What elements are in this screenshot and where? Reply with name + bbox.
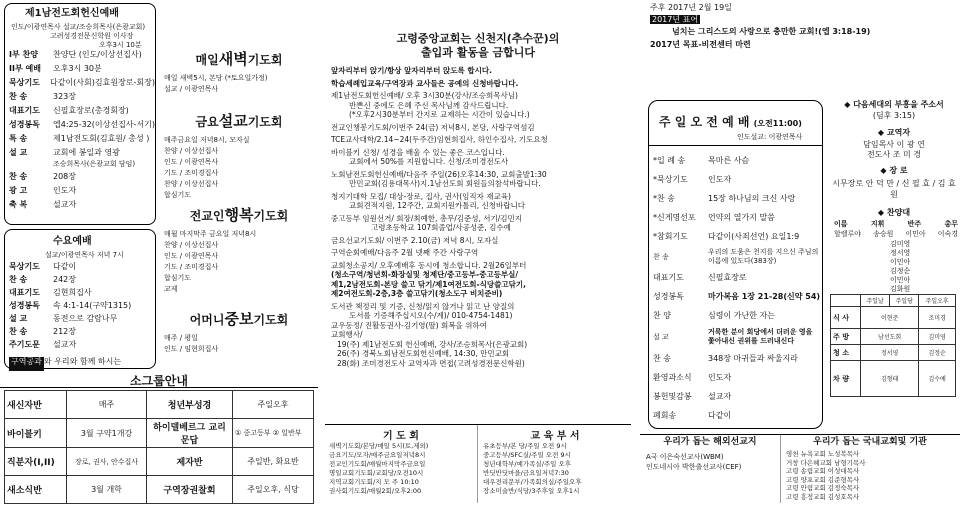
prayer-list: 새벽기도회/본당/매일 5시(토,제외) 금요기도/모자/매주금요일저녁8시 전교인기도회/매월마지막주금요일 명일교회기도회/교회당/오전10시 지역교회기도회/지 모 주 10:10 권사회기도회/매월2회/오후2:00 xyxy=(329,442,429,495)
announcement-item: 19(주) 제1남전도회 헌신예배, 강사/조승희목사(은광교회) xyxy=(337,339,528,349)
service1-title: 제1남전도회헌신예배 xyxy=(25,8,119,19)
prayer-group-3 xyxy=(164,204,314,295)
vision-title: ◆ 다음세대의 부흥을 주소서 xyxy=(844,100,944,109)
staff-list: 담임목사 이 광 연 전도사 조 미 경 xyxy=(863,140,925,159)
table-row: 청 소 정서영 김정순 xyxy=(831,345,956,361)
announcement-item: 만민교회(김용대목사)지.1남선도회 회원들의참석바랍니다. xyxy=(349,179,541,188)
announcement-item: 구역순회예배/다음주 2월 넷째 주간 사랑구역 xyxy=(331,248,479,257)
elders-list: 시무장로 안 덕 만 / 신 필 효 / 김 효 원 xyxy=(832,179,956,199)
order-row: *묵상기도 인도자 xyxy=(653,174,732,184)
right-panel xyxy=(640,0,960,505)
announcement-item: (청소구역/청년회-화장실및 청제단/중고등부-중고등부실/ xyxy=(331,270,519,279)
order-row: 찬 송 242장 xyxy=(9,275,76,284)
group-title: 어머니중보기도회 xyxy=(189,310,289,328)
order-row: 설 교 거룩한 분이 회당에서 더러운 영을 쫓아내신 권위를 드러내신다 xyxy=(653,328,813,345)
announcement-item: 학습세례입교육/구역장과 교사들은 공예의 신청바랍니다. xyxy=(331,78,519,88)
announcement-item: TCE교사대학/2.14~24(두주간)임현희집사, 하인수집사, 기도요청 xyxy=(331,135,548,144)
order-row: 설 교 교회에 봉일과 영광 xyxy=(9,148,120,157)
announcement-item: 노회남전도회헌신예배/다음주 주일(26)오후14:30, 교회출발1:30 xyxy=(331,169,547,179)
table-row: 차 량 김형태 김수예 xyxy=(831,361,956,397)
announcement-item: 제2여전도회-2층,3층 쓸고닦기(청소도구 비치준비) xyxy=(331,289,503,298)
prayer-group-4 xyxy=(164,308,314,355)
announcement-item: 교회견적지원, 12주간, 교회지원카톨리, 신청바랍니다 xyxy=(349,201,525,210)
announcement-item: 제1,2남전도회-본당 쓸고 닦기/제1여전도회-식당쓸고닦기, xyxy=(331,279,526,289)
service1-sub1: 인도/이광연목사 설교/조승희목사(은광교회) xyxy=(11,23,146,31)
service2-box xyxy=(4,229,156,369)
choir-head: 이름 지휘 반주 총무 xyxy=(834,220,958,228)
announcement-item: 앞자리부터 앉기/항상 앞자리부터 앉도록 합시다. xyxy=(331,66,492,75)
order-row: 봉헌및감봉 설교자 xyxy=(653,391,732,401)
table-row: 새소식반 3월 개학 구역장권찰회 주일오후, 식당 xyxy=(5,476,314,504)
divider xyxy=(477,425,478,503)
notice-title: 고령중앙교회는 신천지(추수꾼)의 출입과 활동을 금합니다 xyxy=(396,32,560,59)
choir-names: 할렐루야 송승원 이민아 이숙경 xyxy=(834,230,958,238)
announcement-item: 교회청소공지/ 오후예배후 동시에 청소합니다. 2월26일부터 xyxy=(331,260,527,270)
table-row: 직분자(I,II) 장로, 권사, 안수집사 제자반 주일반, 화요반 xyxy=(5,448,314,476)
group-title: 매일새벽기도회 xyxy=(195,50,283,68)
announcement-item: 교회행사/ xyxy=(331,330,363,339)
service1-time: 오후3시 10분 xyxy=(99,41,142,49)
service2-title: 수요예배 xyxy=(53,236,92,247)
order-row: 묵상기도 다같이 xyxy=(9,262,77,271)
announcement-item: 교우동정/ 진활동권사-김기영(딸) 회복을 위하여 xyxy=(331,320,487,330)
announcement-item: 도서관 책정리 및 기증, 신청/읽지 않거나 읽고 난 양질의 xyxy=(331,301,515,311)
diamond-icon: ◆ xyxy=(880,166,887,175)
service1-order xyxy=(9,50,155,214)
announcement-item: (*오후2시30분부터 간지로 교제하는 시간이 있습니다.) xyxy=(349,110,530,119)
motto-label: 2017년 표어 xyxy=(652,15,699,24)
order-row: 설 교 동전으로 감람나무 xyxy=(9,314,118,323)
order-row: *입 례 송 목마른 사슴 xyxy=(653,155,750,165)
announcement-item: 제1남전도회헌신예배/ 오후 3시30분(강사/조승희목사님) xyxy=(331,91,518,100)
order-row: 특 송 제1남전도회(김효원/ 총성 ) xyxy=(9,134,150,143)
divider xyxy=(640,434,960,435)
order-row: 찬 송 348장 마귀들과 싸울지라 xyxy=(653,353,798,363)
choir-title: ◆ 찬양대 xyxy=(877,208,911,217)
table-row: 바이블키 3월 구약1개강 하이델베르그 교리문답 ① 중고등부 ② 일반부 xyxy=(5,419,314,448)
order-row: 성경봉독 엡4:25-32(이상선집사-서기) xyxy=(9,120,155,129)
group-lines: 매주금요일 저녁8시, 모자실 찬양 / 이상선집사 인도 / 이광연목사 기도 / 조미경집사 찬양 / 이상선집사 합심기도 xyxy=(164,136,250,199)
diamond-icon: ◆ xyxy=(877,208,885,217)
service1-box xyxy=(4,3,156,225)
vision-verse: (딤후 3:15) xyxy=(872,111,916,120)
announcement-item: 바이블키 신청/ 성경을 배울 수 있는 좋은 코스입니다. xyxy=(331,147,505,157)
announcement-item: 전교인챙봉기도회/이번주 24(금) 저녁8시, 본당, 사랑구역섬김 xyxy=(331,122,535,132)
order-row: 축 복 설교자 xyxy=(9,200,77,209)
announcement-item: 금요선교기도회/ 이번주 2.10(금) 저녁 8시, 모자실 xyxy=(331,235,499,245)
announcement-item: 청지기대학 모집/ 대상-장로, 집사, 권사(임직자 재교육) xyxy=(331,191,511,201)
announcements xyxy=(331,66,629,368)
announcement-item: 26(주) 경북노회남전도회헌신예배, 14:30, 만민교회 xyxy=(337,349,510,358)
service2-order xyxy=(9,262,155,371)
middle-panel xyxy=(325,0,631,505)
worship-title: 주 일 오 전 예 배 (오전11:00) xyxy=(659,115,802,129)
order-row: 성경봉독 속 4:1-14(구약1315) xyxy=(9,301,132,310)
order-row: 찬 송 323장 xyxy=(9,92,76,101)
order-row: 대표기도 신필효장로(총경회장) xyxy=(9,106,129,115)
group-lines: 매일 새벽5시, 본당 (*토요일가정) 설교 / 이광연목사 xyxy=(164,74,268,93)
yearly-goal: 2017년 목표-비전센터 마련 xyxy=(650,40,751,49)
smallgroup-title: 소그룹안내 xyxy=(130,374,188,388)
order-row: I부 찬양 찬양단 (인도/이상선집사) xyxy=(9,50,142,59)
announcement-item: 고령초등학교 107회졸업/사공성준, 김수예 xyxy=(371,223,511,232)
order-row: 찬 송 212장 xyxy=(9,327,76,336)
worship-box xyxy=(648,100,823,429)
divider xyxy=(649,145,822,146)
group-title: 전교인행복기도회 xyxy=(189,206,289,224)
order-row: 조승희목사(은광교회 담임) xyxy=(53,160,136,168)
announcement-item: 반쁜신 중에도 은혜 주신 목사님께 감사드립니다. xyxy=(349,100,509,110)
order-row: 찬 송 우리의 도움은 천지를 지으신 주님의 이름에 있도다(383장) xyxy=(653,248,819,265)
worship-order xyxy=(653,151,821,425)
staff-title: ◆ 교역자 xyxy=(877,128,911,137)
order-row: *찬 송 15장 하나님의 크신 사랑 xyxy=(653,193,796,203)
order-row: 광 고 인도자 xyxy=(9,186,77,195)
edu-title: 교 육 부 서 xyxy=(530,431,580,442)
order-row: 찬 송 208장 xyxy=(9,172,76,181)
group-lines: 매주 / 평일 인도 / 임현희집사 xyxy=(164,334,219,353)
motto: 넘치는 그리스도의 사랑으로 충만한 교회!(엡 3:18-19) xyxy=(672,27,871,36)
order-row: 묵상기도 다같이(사회)김효원장로-회장) xyxy=(9,78,155,87)
group-title: 금요설교기도회 xyxy=(195,112,283,130)
order-row: II부 예배 오후3시 30분 xyxy=(9,64,102,73)
announcement-item: 중고등부 임원선거/ 회장/최예한, 총무/김준성, 서기/김민지 xyxy=(331,213,523,223)
order-row: 주기도문 설교자 xyxy=(9,340,77,349)
announcement-item: 교회에서 50%를 지원합니다. 신청/조미경전도사 xyxy=(349,157,509,166)
left-panel xyxy=(0,0,318,505)
worship-leader: 인도설교: 이광연목사 xyxy=(737,133,803,141)
order-row: *신게명선포 언약의 열가지 말씀 xyxy=(653,212,775,222)
order-row: 폐회송 다같이 xyxy=(653,410,732,420)
order-row: 환영과소식 인도자 xyxy=(653,372,732,382)
announcement-item: 도서를 기증해주십시오(수/계)/ 010-4754-1481) xyxy=(349,311,513,320)
duty-table xyxy=(830,294,956,397)
order-row: 대표기도 신필효장로 xyxy=(653,272,747,282)
service1-sub2: 고려성경전문신학원 이사장 xyxy=(50,32,134,40)
edu-list: 유초등부/본 당/주일 오전 9시 중고등부/SFC실/주일 오전 9시 청년대학부/예가족실/주일 오후 반딧반딧마을/금요일저녁7:30 대우전리문부/가족회의실/주일오후 장소미술반/식당/3주후일 오후1시 xyxy=(483,442,582,495)
diamond-icon: ◆ xyxy=(877,128,885,137)
table-row: 주 방 남선도회 김미영 xyxy=(831,329,956,345)
foreign-missions-title: 우리가 돕는 해외선교지 xyxy=(663,437,757,447)
table-row: 식 사 이현준 조미경 xyxy=(831,307,956,329)
choir-more: 김미영 정서영 이민아 김정순 이민아 김화원 xyxy=(890,240,911,293)
prayer-group-2 xyxy=(164,110,314,201)
elders-title: ◆ 장 로 xyxy=(880,166,908,175)
diamond-icon: ◆ xyxy=(844,100,851,109)
order-row: *참회기도 다같이(사죄선언) 요일1:9 xyxy=(653,231,800,241)
smallgroup-table xyxy=(4,390,314,504)
order-row: 찬 양 심령이 가난한 자는 xyxy=(653,310,775,320)
group-lines: 매월 마지막주 금요일 저녁8시 찬양 / 이상선집사 인도 / 이광연목사 기도 / 조미경집사 합심기도 교제 xyxy=(164,230,257,293)
announcement-item: 28(화) 조미경전도사 교역자과 면접(고려성경전문신학원) xyxy=(337,358,525,368)
service2-sub: 설교/이광연목사 저녁 7시 xyxy=(45,251,124,259)
divider xyxy=(0,387,318,388)
prayer-group-1 xyxy=(164,48,314,95)
bulletin-date: 주후 2017년 2월 19일 xyxy=(650,3,732,12)
domestic-missions-title: 우리가 돕는 국내교회및 기관 xyxy=(813,437,927,447)
divider xyxy=(325,424,631,425)
table-row: 새신자반 매주 청년부성경 주일오후 xyxy=(5,391,314,419)
domestic-missions: 영천 뉴욕교회 노성복목사 거창 다은혜교회 남형기목사 고령 송림교회 이성대목사 고령 양포교회 김준형목사 고령 안림교회 김정숙목사 고령 흥정교회 김성호목사 xyxy=(786,450,866,501)
prayer-title: 기 도 회 xyxy=(383,431,419,442)
order-row: 대표기도 김현희집사 xyxy=(9,288,92,297)
service2-note: 구역공과 와 우리와 함께 하시는 xyxy=(9,357,155,371)
foreign-missions: A국 이은숙선교사(WBM) 인도네시아 박한출선교사(CEF) xyxy=(646,453,742,471)
table-row: 주일날 주일당 주일오후 xyxy=(831,295,956,307)
order-row: 성경봉독 마가복음 1장 21-28(신약 54) xyxy=(653,291,821,301)
